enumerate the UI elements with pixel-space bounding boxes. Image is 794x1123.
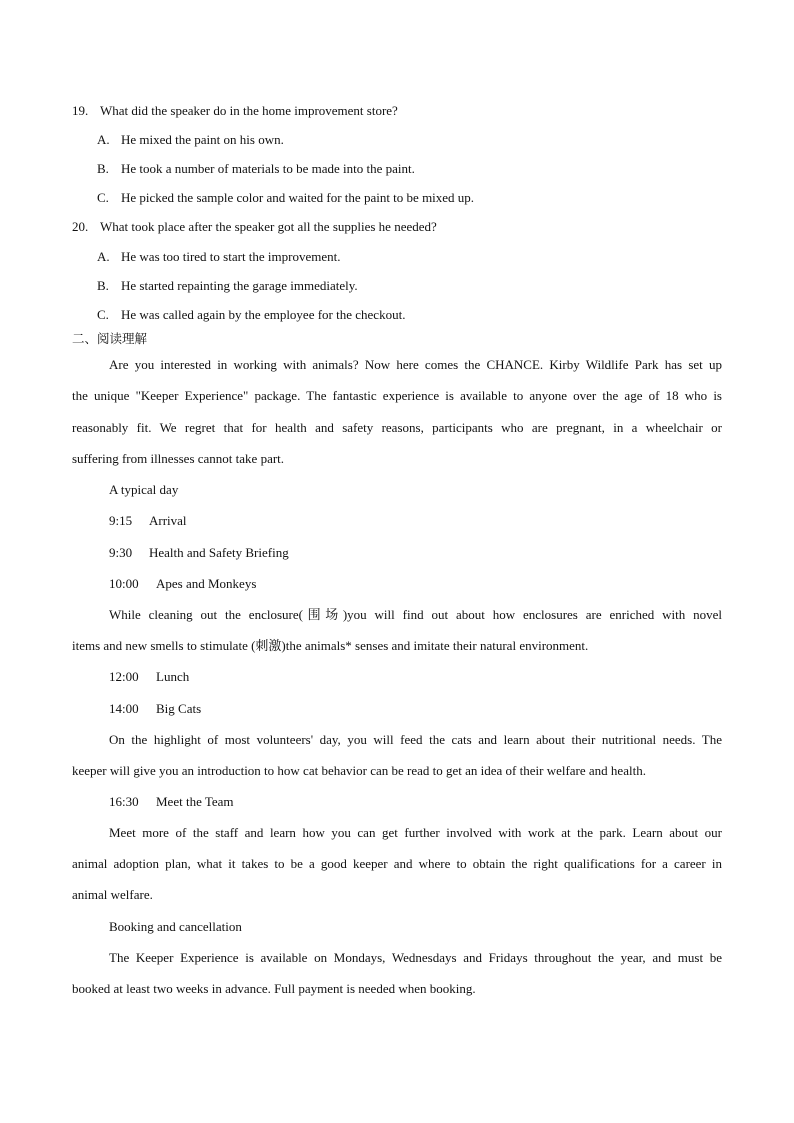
subheading-booking: Booking and cancellation [109,919,242,934]
schedule-row [109,701,202,717]
schedule-activity: Lunch [156,669,190,684]
paragraph-line: items and new smells to stimulate (刺激)the animals* senses and imitate their natural environment. [72,638,589,653]
section-heading: 二、阅读理解 [72,331,148,346]
option-text: He took a number of materials to be made into the paint. [121,161,415,176]
schedule-row [109,669,190,685]
schedule-row [109,545,289,561]
option-text: He was called again by the employee for the checkout. [121,307,406,322]
paragraph-line: suffering from illnesses cannot take part. [72,451,285,466]
paragraph-line: The Keeper Experience is available on Mondays, Wednesdays and Fridays throughout the year, and must be [109,950,722,965]
schedule-activity: Meet the Team [156,794,234,809]
schedule-activity: Apes and Monkeys [156,576,257,591]
paragraph-line: booked at least two weeks in advance. Full payment is needed when booking. [72,981,476,996]
question-text: What did the speaker do in the home improvement store? [100,103,398,118]
option-text: He picked the sample color and waited for the paint to be mixed up. [121,190,475,205]
question-number: 20. [72,219,89,234]
paragraph-line: animal welfare. [72,887,153,902]
schedule-time: 16:30 [109,794,139,809]
schedule-time: 14:00 [109,701,139,716]
schedule-time: 9:15 [109,513,133,528]
paragraph-line: Are you interested in working with animals? Now here comes the CHANCE. Kirby Wildlife Park has set up [109,357,722,372]
schedule-time: 9:30 [109,545,133,560]
option-letter: A. [97,249,110,264]
option-text: He was too tired to start the improvement. [121,249,341,264]
paragraph-line: While cleaning out the enclosure(围场)you will find out about how enclosures are enriched with novel [109,607,722,622]
option-letter: B. [97,278,109,293]
option-letter: B. [97,161,109,176]
option-letter: A. [97,132,110,147]
schedule-row [109,794,234,810]
question-number: 19. [72,103,89,118]
schedule-time: 10:00 [109,576,139,591]
schedule-time: 12:00 [109,669,139,684]
paragraph-line: the unique "Keeper Experience" package. The fantastic experience is available to anyone over the age of 18 who is [72,388,722,403]
paragraph-line: animal adoption plan, what it takes to be a good keeper and where to obtain the right qualifications for a career in [72,856,722,871]
paragraph-line: Meet more of the staff and learn how you can get further involved with work at the park. Learn about our [109,825,722,840]
paragraph-line: keeper will give you an introduction to how cat behavior can be read to get an idea of their welfare and health. [72,763,646,778]
option-letter: C. [97,190,109,205]
paragraph-line: On the highlight of most volunteers' day, you will feed the cats and learn about their nutritional needs. The [109,732,722,747]
schedule-row [109,513,187,529]
schedule-activity: Big Cats [156,701,202,716]
option-text: He started repainting the garage immediately. [121,278,358,293]
schedule-activity: Health and Safety Briefing [149,545,289,560]
subheading-typical-day: A typical day [109,482,179,497]
option-text: He mixed the paint on his own. [121,132,284,147]
schedule-row [109,576,257,592]
schedule-activity: Arrival [149,513,187,528]
option-letter: C. [97,307,109,322]
paragraph-line: reasonably fit. We regret that for health and safety reasons, participants who are pregnant, in a wheelchair or [72,420,722,435]
question-text: What took place after the speaker got all the supplies he needed? [100,219,437,234]
